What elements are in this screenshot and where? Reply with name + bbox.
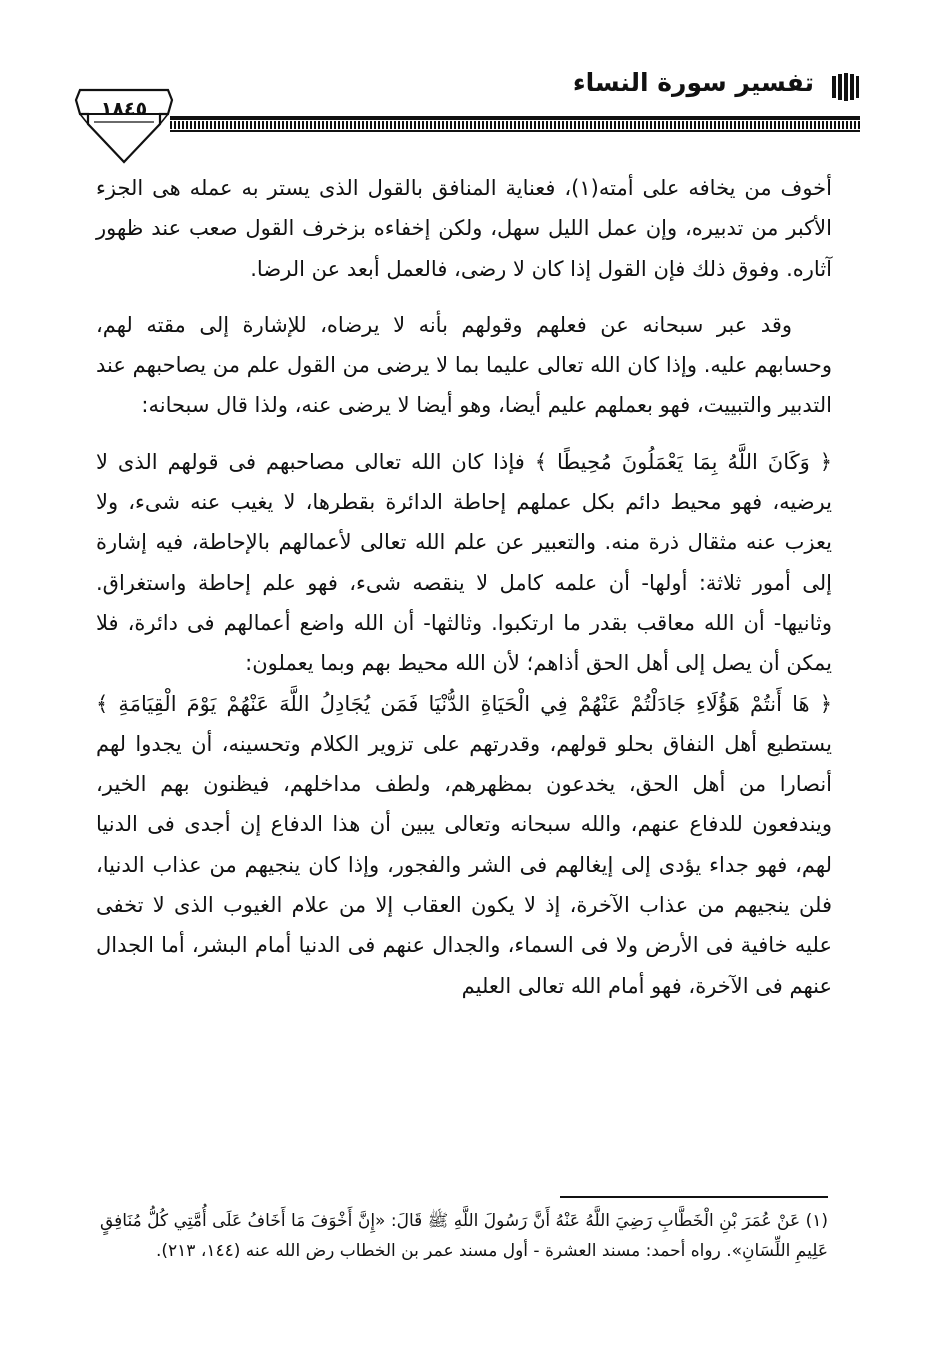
ornament-icon bbox=[830, 72, 860, 102]
paragraph: أخوف من يخافه على أمته(١)، فعناية المنافق بالقول الذى يستر به عمله هى الجزء الأكبر من تدبيره، وإن عمل الليل سهل، ولكن إخفاءه بزخرف القول صعب عند ظهور آثاره. وفوق ذلك فإن القول إذا كان لا رضى، فالعمل أبعد عن الرضا. bbox=[96, 176, 832, 281]
header-rule-dotted bbox=[170, 121, 860, 129]
header-rule bbox=[170, 116, 860, 120]
paragraph-ayah: ﴿ وَكَانَ اللَّهُ بِمَا يَعْمَلُونَ مُحِيطًا ﴾ فإذا كان الله تعالى مصاحبهم فى قولهم الذى لا يرضيه، فهو محيط دائم بكل عملهم إحاطة الدائرة بقطرها، لا يغيب عنه شىء، ولا يعزب عنه مثقال ذرة منه. والتعبير عن علم الله تعالى لأعمالهم بالإحاطة، فيه إشارة إلى أمور ثلاثة: أولها- أن علمه كامل لا ينقصه شىء، فهو علم إحاطة واستغراق. وثانيها- أن الله معاقب بقدر ما ارتكبوا. وثالثها- أن الله واضع أعمالهم فى دائرة، فلا يمكن أن يصل إلى أهل الحق أذاهم؛ لأن الله محيط بهم وبما يعملون: bbox=[96, 449, 832, 676]
footnote-rule bbox=[560, 1196, 828, 1198]
running-title: تفسير سورة النساء bbox=[572, 68, 814, 97]
footnotes bbox=[100, 1206, 828, 1266]
main-text bbox=[96, 168, 832, 1006]
header-rule-thin bbox=[170, 130, 860, 132]
paragraph: وقد عبر سبحانه عن فعلهم وقولهم بأنه لا يرضاه، للإشارة إلى مقته لهم، وحسابهم عليه. وإذا كان الله تعالى عليما بما لا يرضى من القول علم من يصاحبهم عند التدبير والتبييت، فهو بعملهم عليم أيضا، وهو أيضا لا يرضى عنه، ولذا قال سبحانه: bbox=[96, 312, 832, 418]
paragraph-ayah: ﴿ هَا أَنتُمْ هَؤُلَاءِ جَادَلْتُمْ عَنْهُمْ فِي الْحَيَاةِ الدُّنْيَا فَمَن يُجَادِلُ اللَّهَ عَنْهُمْ يَوْمَ الْقِيَامَةِ ﴾ يستطيع أهل النفاق بحلو قولهم، وقدرتهم على تزوير الكلام وتحسينه، أن يجدوا لهم أنصارا من أهل الحق، يخدعون بمظهرهم، ولطف مداخلهم، فيظنون بهم الخير، ويندفعون للدفاع عنهم، والله سبحانه وتعالى يبين أن هذا الدفاع إن أجدى فى الدنيا لهم، فهو جداء يؤدى إلى إيغالهم فى الشر والفجور، وإذا كان ينجيهم من عذاب الدنيا، فلن ينجيهم من عذاب الآخرة، إذ لا يكون العقاب إلا من علام الغيوب الذى لا تخفى عليه خافية فى الأرض ولا فى السماء، والجدال عنهم فى الدنيا أمام البشر، أما الجدال عنهم فى الآخرة، فهو أمام الله تعالى العليم bbox=[96, 691, 832, 998]
footnote: (١) عَنْ عُمَرَ بْنِ الْخَطَّابِ رَضِيَ اللَّهُ عَنْهُ أَنَّ رَسُولَ اللَّهِ ﷺ قَالَ: «إِنَّ أَخْوَفَ مَا أَخَافُ عَلَى أُمَّتِي كُلُّ مُنَافِقٍ عَلِيمِ اللِّسَانِ». رواه أحمد: مسند العشرة - أول مسند عمر بن الخطاب رض الله عنه (١٤٤، ٢١٣). bbox=[100, 1211, 828, 1261]
page-header bbox=[60, 60, 860, 170]
page-number: ١٨٤٥ bbox=[100, 98, 148, 120]
